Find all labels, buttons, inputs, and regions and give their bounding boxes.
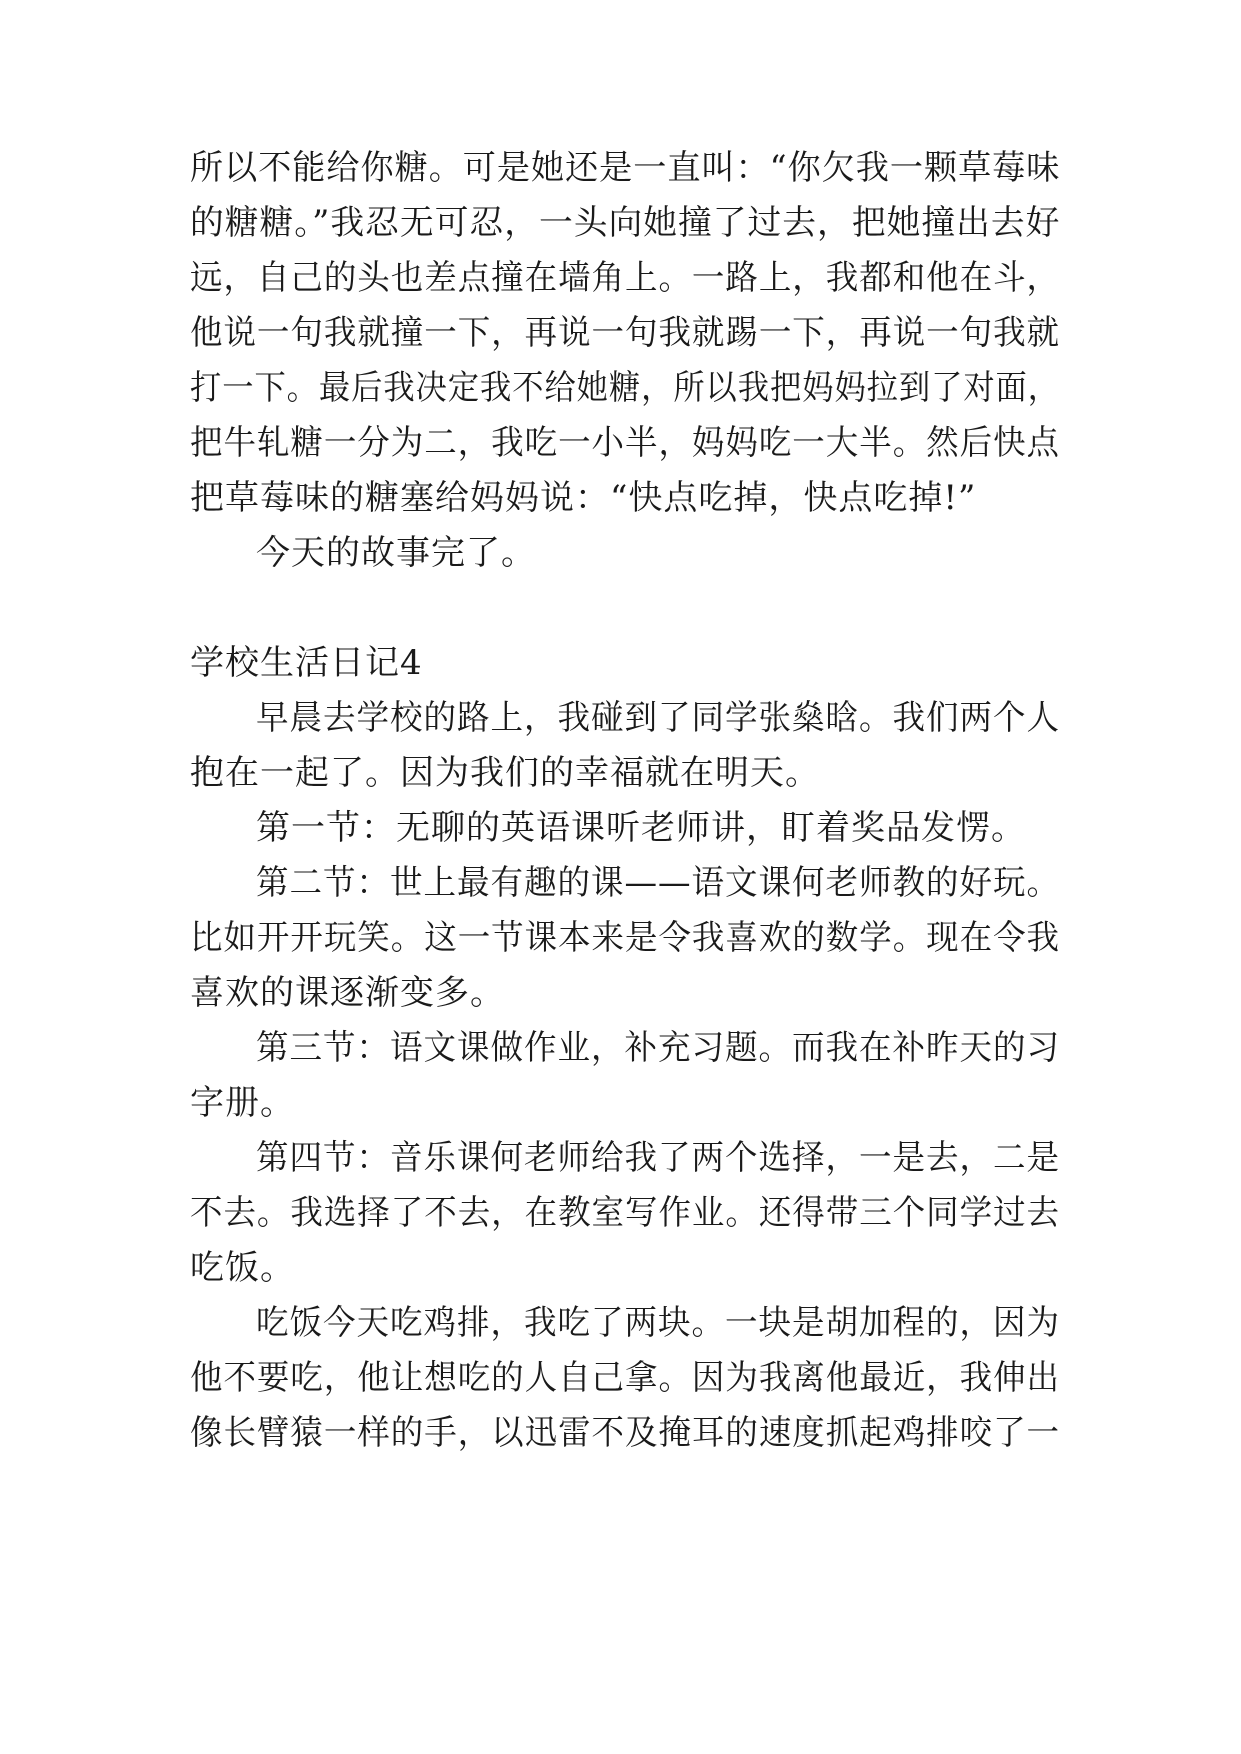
text-line: 把草莓味的糖塞给妈妈说：“快点吃掉，快点吃掉!” (190, 478, 977, 518)
text-line: 抱在一起了。因为我们的幸福就在明天。 (190, 753, 820, 793)
text-line: 第四节：音乐课何老师给我了两个选择，一是去，二是 (256, 1138, 1060, 1178)
text-line: 比如开开玩笑。这一节课本来是令我喜欢的数学。现在令我 (190, 918, 1060, 958)
text-line: 的糖糖。”我忍无可忍，一头向她撞了过去，把她撞出去好 (190, 203, 1061, 243)
text-line: 吃饭。 (190, 1248, 295, 1288)
text-line: 打一下。最后我决定我不给她糖，所以我把妈妈拉到了对面， (190, 368, 1060, 408)
text-line: 第三节：语文课做作业，补充习题。而我在补昨天的习 (256, 1028, 1060, 1068)
text-line: 吃饭今天吃鸡排，我吃了两块。一块是胡加程的，因为 (256, 1303, 1060, 1343)
text-line: 喜欢的课逐渐变多。 (190, 973, 505, 1013)
text-line: 第一节：无聊的英语课听老师讲，盯着奖品发愣。 (256, 808, 1026, 848)
text-line: 他说一句我就撞一下，再说一句我就踢一下，再说一句我就 (190, 313, 1060, 353)
text-line: 字册。 (190, 1083, 295, 1123)
text-line: 远，自己的头也差点撞在墙角上。一路上，我都和他在斗， (190, 258, 1060, 298)
text-line: 所以不能给你糖。可是她还是一直叫：“你欠我一颗草莓味 (190, 148, 1061, 188)
text-line: 不去。我选择了不去，在教室写作业。还得带三个同学过去 (190, 1193, 1060, 1233)
section-title: 学校生活日记4 (190, 643, 423, 683)
text-line: 把牛轧糖一分为二，我吃一小半，妈妈吃一大半。然后快点 (190, 423, 1060, 463)
text-line: 早晨去学校的路上，我碰到了同学张燊晗。我们两个人 (256, 698, 1060, 738)
text-line: 像长臂猿一样的手，以迅雷不及掩耳的速度抓起鸡排咬了一 (190, 1413, 1060, 1453)
story-ending: 今天的故事完了。 (256, 533, 536, 573)
text-line: 他不要吃，他让想吃的人自己拿。因为我离他最近，我伸出 (190, 1358, 1060, 1398)
text-line: 第二节：世上最有趣的课——语文课何老师教的好玩。 (256, 863, 1060, 903)
